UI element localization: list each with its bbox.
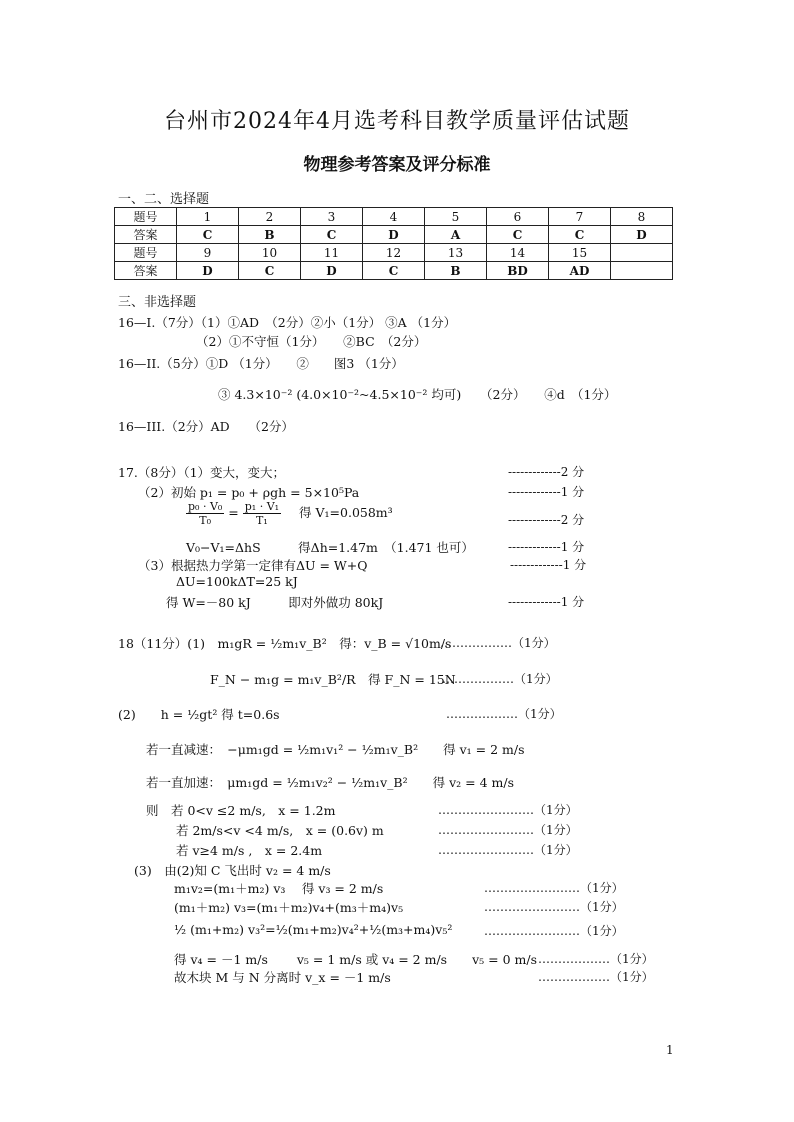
q17-line-6: ΔU=100kΔT=25 kJ xyxy=(176,574,298,589)
table-cell: 4 xyxy=(363,208,425,226)
table-cell: C xyxy=(363,262,425,280)
q18-score-14: ………………（1分） xyxy=(538,970,654,984)
q17-line-1: 17.（8分）（1）变大，变大； xyxy=(118,465,286,480)
q17-score-5: -------------1 分 xyxy=(510,558,587,572)
table-cell: 12 xyxy=(363,244,425,262)
q17-score-3: -------------2 分 xyxy=(508,513,585,527)
document-subtitle: 物理参考答案及评分标准 xyxy=(303,155,491,175)
table-row xyxy=(115,208,673,226)
table-cell: 8 xyxy=(611,208,673,226)
q18-line-10: m₁v₂=(m₁＋m₂) v₃ 得 v₃ = 2 m/s xyxy=(174,881,384,896)
q18-line-8: 若 v≥4 m/s , x = 2.4m xyxy=(176,843,323,858)
table-cell: D xyxy=(301,262,363,280)
q16-line-4: ③ 4.3×10⁻² (4.0×10⁻²~4.5×10⁻² 均可) （2分） ④d （1分） xyxy=(218,387,617,402)
fraction-denominator: T₀ xyxy=(199,514,212,527)
table-row xyxy=(115,262,673,280)
q17-line-5: （3）根据热力学第一定律有ΔU = W+Q xyxy=(138,558,368,573)
q18-line-1: 18（11分）(1) m₁gR = ½m₁v_B² 得：v_B = √10m/s xyxy=(118,636,452,651)
table-cell: 14 xyxy=(487,244,549,262)
table-cell: 9 xyxy=(177,244,239,262)
page-number: 1 xyxy=(666,1043,674,1057)
table-cell: 10 xyxy=(239,244,301,262)
table-cell: 6 xyxy=(487,208,549,226)
q18-score-11: ……………………（1分） xyxy=(484,900,624,914)
table-cell: A xyxy=(425,226,487,244)
table-cell xyxy=(611,262,673,280)
table-row xyxy=(115,244,673,262)
q18-line-11: (m₁＋m₂) v₃=(m₁＋m₂)v₄+(m₃＋m₄)v₅ xyxy=(174,900,404,915)
q17-line-3-tail: 得 V₁=0.058m³ xyxy=(299,505,393,520)
table-cell: B xyxy=(239,226,301,244)
table-cell: BD xyxy=(487,262,549,280)
q17-score-7: -------------1 分 xyxy=(508,595,585,609)
table-cell: 7 xyxy=(549,208,611,226)
table-cell: 答案 xyxy=(115,262,177,280)
q16-line-5: 16—III.（2分）AD （2分） xyxy=(118,419,294,434)
q18-score-6: ……………………（1分） xyxy=(438,803,578,817)
q18-score-1: ………………（1分） xyxy=(440,636,556,650)
q17-score-2: -------------1 分 xyxy=(508,485,585,499)
q17-score-4: -------------1 分 xyxy=(508,540,585,554)
table-cell: 11 xyxy=(301,244,363,262)
fraction-right xyxy=(243,500,281,527)
q18-line-4: 若一直减速： −μm₁gd = ½m₁v₁² − ½m₁v_B² 得 v₁ = 2 m/s xyxy=(146,742,525,757)
q17-score-1: -------------2 分 xyxy=(508,465,585,479)
q18-score-10: ……………………（1分） xyxy=(484,881,624,895)
q18-line-7: 若 2m/s<v <4 m/s, x = (0.6v) m xyxy=(176,823,384,838)
q17-line-4: V₀−V₁=ΔhS 得Δh=1.47m （1.471 也可） xyxy=(186,540,474,555)
q18-score-13: ………………（1分） xyxy=(538,952,654,966)
table-cell: AD xyxy=(549,262,611,280)
fraction-denominator: T₁ xyxy=(256,514,268,527)
table-cell: 题号 xyxy=(115,208,177,226)
fraction-left xyxy=(186,500,224,527)
table-cell: D xyxy=(611,226,673,244)
table-cell: C xyxy=(177,226,239,244)
q18-line-3: (2) h = ½gt² 得 t=0.6s xyxy=(118,707,280,722)
table-cell: B xyxy=(425,262,487,280)
table-cell: 1 xyxy=(177,208,239,226)
q18-score-8: ……………………（1分） xyxy=(438,843,578,857)
table-cell xyxy=(611,244,673,262)
q16-line-2: （2）①不守恒（1分） ②BC （2分） xyxy=(196,334,427,349)
fraction-numerator: p₀ · V₀ xyxy=(188,500,223,513)
fraction-numerator: p₁ · V₁ xyxy=(244,500,280,513)
q18-score-2: ………………（1分） xyxy=(442,672,558,686)
table-cell: 答案 xyxy=(115,226,177,244)
q18-line-13: 得 v₄ = －1 m/s v₅ = 1 m/s 或 v₄ = 2 m/s v₅ = 0 m/s xyxy=(174,952,537,967)
q18-score-12: ……………………（1分） xyxy=(484,924,624,938)
q18-line-9: (3) 由(2)知 C 飞出时 v₂ = 4 m/s xyxy=(134,863,331,878)
table-cell: D xyxy=(363,226,425,244)
q18-line-2: F_N − m₁g = m₁v_B²/R 得 F_N = 15N xyxy=(210,672,456,687)
q18-line-12: ½ (m₁+m₂) v₃²=½(m₁+m₂)v₄²+½(m₃+m₄)v₅² xyxy=(174,922,453,937)
section-nonchoice-heading: 三、非选择题 xyxy=(118,295,197,310)
section-choice-heading: 一、二、选择题 xyxy=(118,192,210,207)
table-cell: 3 xyxy=(301,208,363,226)
q17-line-7: 得 W=－80 kJ 即对外做功 80kJ xyxy=(166,595,384,610)
table-cell: C xyxy=(549,226,611,244)
table-cell: 5 xyxy=(425,208,487,226)
q16-line-1: 16—I.（7分）（1）①AD （2分）②小（1分） ③A （1分） xyxy=(118,315,457,330)
table-cell: C xyxy=(301,226,363,244)
equals-sign: = xyxy=(228,505,239,520)
q18-line-14: 故木块 M 与 N 分离时 v_x = －1 m/s xyxy=(174,970,391,985)
answer-table xyxy=(114,207,673,280)
table-cell: D xyxy=(177,262,239,280)
document-title: 台州市2024年4月选考科目教学质量评估试题 xyxy=(164,109,630,134)
q18-score-7: ……………………（1分） xyxy=(438,823,578,837)
table-cell: 13 xyxy=(425,244,487,262)
table-row xyxy=(115,226,673,244)
table-cell: 15 xyxy=(549,244,611,262)
q17-equation-gas-law xyxy=(186,500,393,527)
q18-line-6: 则 若 0<v ≤2 m/s, x = 1.2m xyxy=(146,803,336,818)
table-cell: 2 xyxy=(239,208,301,226)
q18-line-5: 若一直加速： μm₁gd = ½m₁v₂² − ½m₁v_B² 得 v₂ = 4 m/s xyxy=(146,775,515,790)
q17-line-2: （2）初始 p₁ = p₀ + ρgh = 5×10⁵Pa xyxy=(138,485,360,500)
table-cell: C xyxy=(239,262,301,280)
table-cell: 题号 xyxy=(115,244,177,262)
table-cell: C xyxy=(487,226,549,244)
q16-line-3: 16—II.（5分）①D （1分） ② 图3 （1分） xyxy=(118,356,404,371)
q18-score-3: ………………（1分） xyxy=(446,707,562,721)
